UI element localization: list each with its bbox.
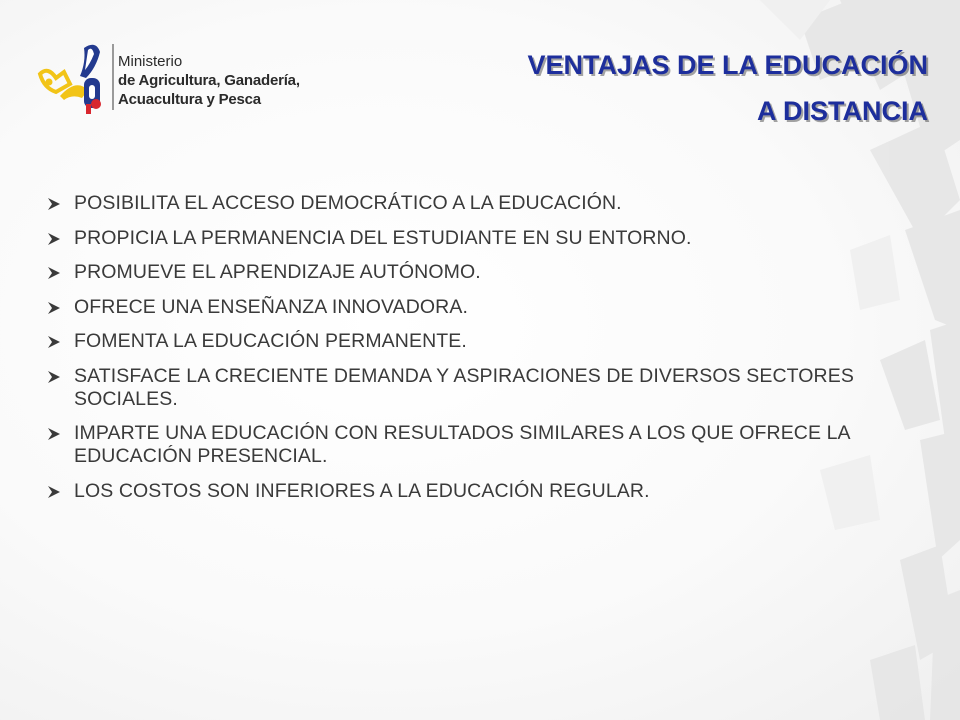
list-item-text: LOS COSTOS SON INFERIORES A LA EDUCACIÓN REGULAR.	[74, 479, 650, 502]
slide-title	[527, 42, 928, 134]
slide-title-line2: A DISTANCIA	[757, 96, 928, 126]
list-item-text: IMPARTE UNA EDUCACIÓN CON RESULTADOS SIMILARES A LOS QUE OFRECE LA EDUCACIÓN PRESENCIAL.	[74, 422, 850, 467]
arrow-bullet-icon	[46, 300, 62, 316]
arrow-bullet-icon	[46, 484, 62, 500]
list-item-text: PROMUEVE EL APRENDIZAJE AUTÓNOMO.	[74, 261, 481, 283]
list-item	[46, 261, 926, 284]
advantages-list	[46, 192, 926, 514]
list-item	[46, 365, 926, 411]
list-item-text: POSIBILITA EL ACCESO DEMOCRÁTICO A LA EDUCACIÓN.	[74, 192, 622, 214]
list-item	[46, 192, 926, 215]
ministry-name-line3: Acuacultura y Pesca	[118, 91, 261, 108]
arrow-bullet-icon	[46, 369, 62, 385]
arrow-bullet-icon	[46, 196, 62, 212]
list-item	[46, 296, 926, 319]
ministry-name-line2: de Agricultura, Ganadería,	[118, 72, 300, 89]
slide-title-line1: VENTAJAS DE LA EDUCACIÓN	[527, 50, 928, 80]
list-item	[46, 422, 926, 468]
arrow-bullet-icon	[46, 265, 62, 281]
arrow-bullet-icon	[46, 334, 62, 350]
ministry-name-line1: Ministerio	[118, 53, 183, 70]
arrow-bullet-icon	[46, 231, 62, 247]
list-item-text: SATISFACE LA CRECIENTE DEMANDA Y ASPIRACIONES DE DIVERSOS SECTORES SOCIALES.	[74, 364, 854, 410]
arrow-bullet-icon	[46, 426, 62, 442]
list-item-text: PROPICIA LA PERMANENCIA DEL ESTUDIANTE EN SU ENTORNO.	[74, 226, 692, 249]
list-item-text: FOMENTA LA EDUCACIÓN PERMANENTE.	[74, 330, 467, 352]
ministry-name	[118, 52, 300, 109]
list-item-text: OFRECE UNA ENSEÑANZA INNOVADORA.	[74, 295, 468, 318]
list-item	[46, 330, 926, 353]
list-item	[46, 227, 926, 250]
list-item	[46, 480, 926, 503]
